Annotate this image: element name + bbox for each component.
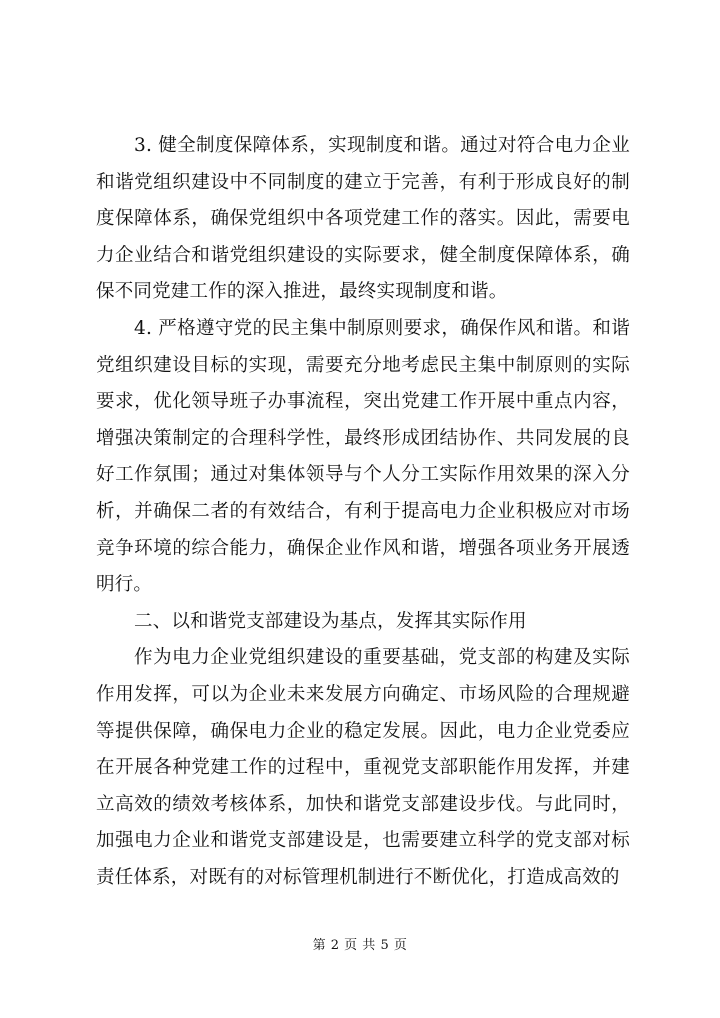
document-body — [96, 128, 630, 896]
page-footer: 第 2 页 共 5 页 — [312, 938, 408, 953]
paragraph-style-harmony: 4. 严格遵守党的民主集中制原则要求，确保作风和谐。和谐党组织建设目标的实现，需要充分地考虑民主集中制原则的实际要求，优化领导班子办事流程，突出党建工作开展中重点内容，增强决策制定的合理科学性，最终形成团结协作、共同发展的良好工作氛围；通过对集体领导与个人分工实际作用效果的深入分析，并确保二者的有效结合，有利于提高电力企业积极应对市场竞争环境的综合能力，确保企业作风和谐，增强各项业务开展透明行。 — [96, 317, 630, 596]
paragraph-institution-harmony: 3. 健全制度保障体系，实现制度和谐。通过对符合电力企业和谐党组织建设中不同制度的建立于完善，有利于形成良好的制度保障体系，确保党组织中各项党建工作的落实。因此，需要电力企业结合和谐党组织建设的实际要求，健全制度保障体系，确保不同党建工作的深入推进，最终实现制度和谐。 — [96, 135, 630, 303]
paragraph-party-branch: 作为电力企业党组织建设的重要基础，党支部的构建及实际作用发挥，可以为企业未来发展方向确定、市场风险的合理规避等提供保障，确保电力企业的稳定发展。因此，电力企业党委应在开展各种党建工作的过程中，重视党支部职能作用发挥，并建立高效的绩效考核体系，加快和谐党支部建设步伐。与此同时，加强电力企业和谐党支部建设是，也需要建立科学的党支部对标责任体系，对既有的对标管理机制进行不断优化，打造成高效的 — [96, 647, 630, 888]
section-heading: 二、以和谐党支部建设为基点，发挥其实际作用 — [134, 610, 527, 632]
